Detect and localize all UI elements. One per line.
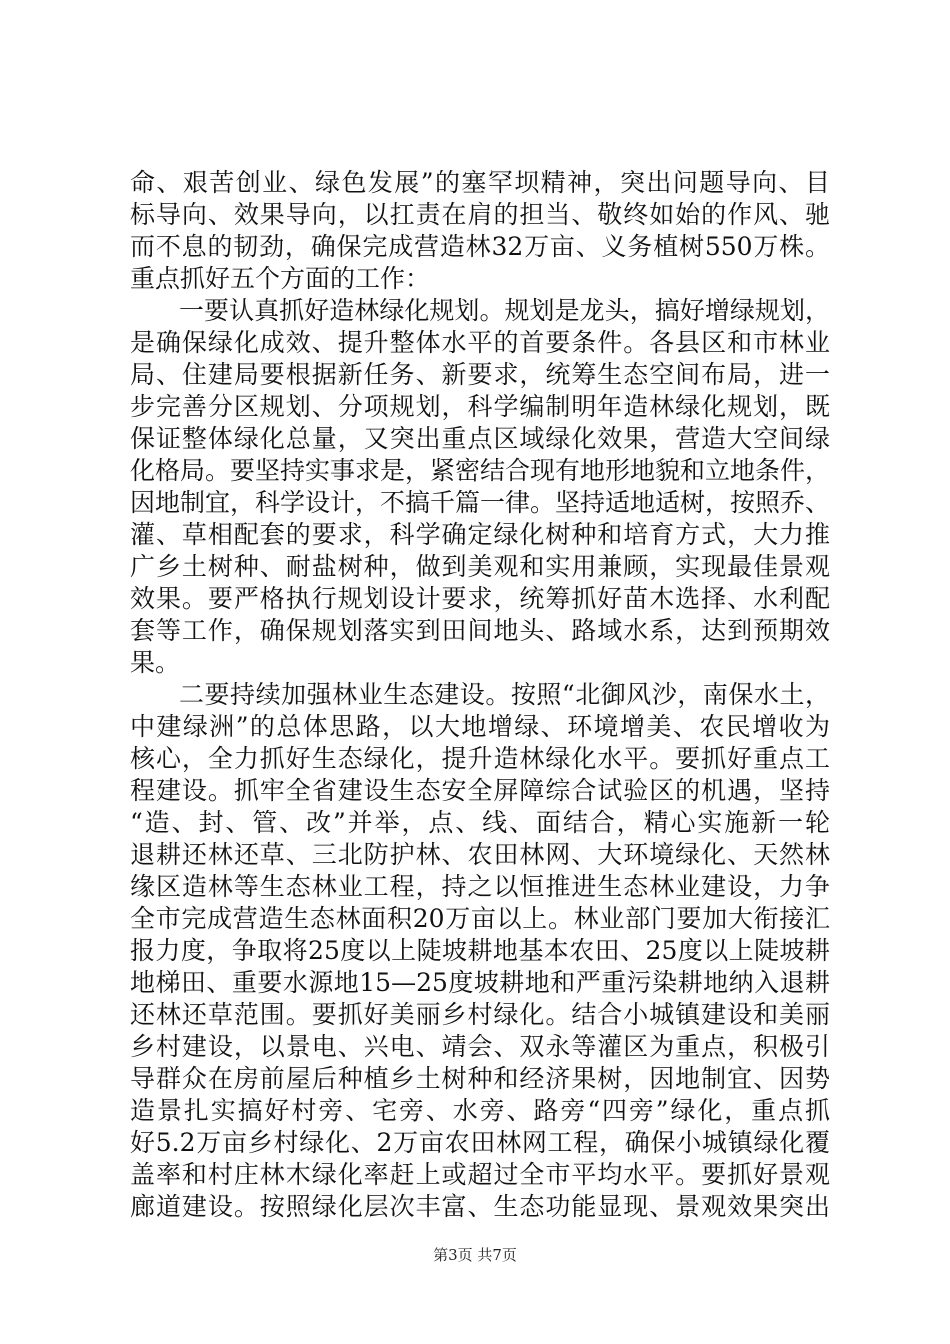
body-text-line: 标导向、效果导向，以扛责在肩的担当、敬终如始的作风、驰	[130, 200, 830, 229]
body-text-line: 核心，全力抓好生态绿化，提升造林绿化水平。要抓好重点工	[130, 744, 830, 773]
body-text-line: 退耕还林还草、三北防护林、农田林网、大环境绿化、天然林	[130, 840, 830, 869]
page-number-footer: 第3页 共7页	[433, 1246, 517, 1264]
body-text-line: “造、封、管、改”并举，点、线、面结合，精心实施新一轮	[130, 808, 830, 837]
paragraph-first-line: 二要持续加强林业生态建设。按照“北御风沙，南保水土，	[179, 680, 830, 709]
body-text-line: 灌、草相配套的要求，科学确定绿化树种和培育方式，大力推	[130, 520, 830, 549]
body-text-line: 全市完成营造生态林面积20万亩以上。林业部门要加大衔接汇	[130, 904, 830, 933]
body-text-line: 保证整体绿化总量，又突出重点区域绿化效果，营造大空间绿	[130, 424, 830, 453]
body-text-line: 局、住建局要根据新任务、新要求，统筹生态空间布局，进一	[130, 360, 830, 389]
body-text-line: 套等工作，确保规划落实到田间地头、路域水系，达到预期效	[130, 616, 830, 645]
body-text-line: 造景扎实搞好村旁、宅旁、水旁、路旁“四旁”绿化，重点抓	[130, 1096, 830, 1125]
body-text-line: 因地制宜，科学设计，不搞千篇一律。坚持适地适树，按照乔、	[130, 488, 831, 517]
body-text-line: 是确保绿化成效、提升整体水平的首要条件。各县区和市林业	[130, 328, 830, 357]
body-text-line: 步完善分区规划、分项规划，科学编制明年造林绿化规划，既	[130, 392, 830, 421]
body-text-line: 而不息的韧劲，确保完成营造林32万亩、义务植树550万株。	[130, 232, 830, 261]
body-text-line: 效果。要严格执行规划设计要求，统筹抓好苗木选择、水利配	[130, 584, 830, 613]
body-text-line: 程建设。抓牢全省建设生态安全屏障综合试验区的机遇，坚持	[130, 776, 830, 805]
body-text-line: 化格局。要坚持实事求是，紧密结合现有地形地貌和立地条件，	[130, 456, 831, 485]
body-text-line: 盖率和村庄林木绿化率赶上或超过全市平均水平。要抓好景观	[130, 1160, 830, 1189]
body-text-line: 地梯田、重要水源地15—25度坡耕地和严重污染耕地纳入退耕	[130, 968, 830, 997]
body-text-line: 广乡土树种、耐盐树种，做到美观和实用兼顾，实现最佳景观	[130, 552, 830, 581]
body-text-line: 好5.2万亩乡村绿化、2万亩农田林网工程，确保小城镇绿化覆	[130, 1128, 830, 1157]
body-text-line: 报力度，争取将25度以上陡坡耕地基本农田、25度以上陡坡耕	[130, 936, 830, 965]
body-text-line: 缘区造林等生态林业工程，持之以恒推进生态林业建设，力争	[130, 872, 830, 901]
body-text-line: 中建绿洲”的总体思路，以大地增绿、环境增美、农民增收为	[130, 712, 830, 741]
body-text-line: 导群众在房前屋后种植乡土树种和经济果树，因地制宜、因势	[130, 1064, 830, 1093]
body-text-line: 乡村建设，以景电、兴电、靖会、双永等灌区为重点，积极引	[130, 1032, 830, 1061]
body-text-line: 重点抓好五个方面的工作：	[130, 264, 431, 293]
body-text-line: 廊道建设。按照绿化层次丰富、生态功能显现、景观效果突出	[130, 1192, 830, 1221]
body-text-line: 还林还草范围。要抓好美丽乡村绿化。结合小城镇建设和美丽	[130, 1000, 830, 1029]
paragraph-first-line: 一要认真抓好造林绿化规划。规划是龙头，搞好增绿规划，	[179, 296, 830, 325]
body-text-line: 命、艰苦创业、绿色发展”的塞罕坝精神，突出问题导向、目	[130, 168, 830, 197]
body-text-line: 果。	[130, 648, 181, 677]
